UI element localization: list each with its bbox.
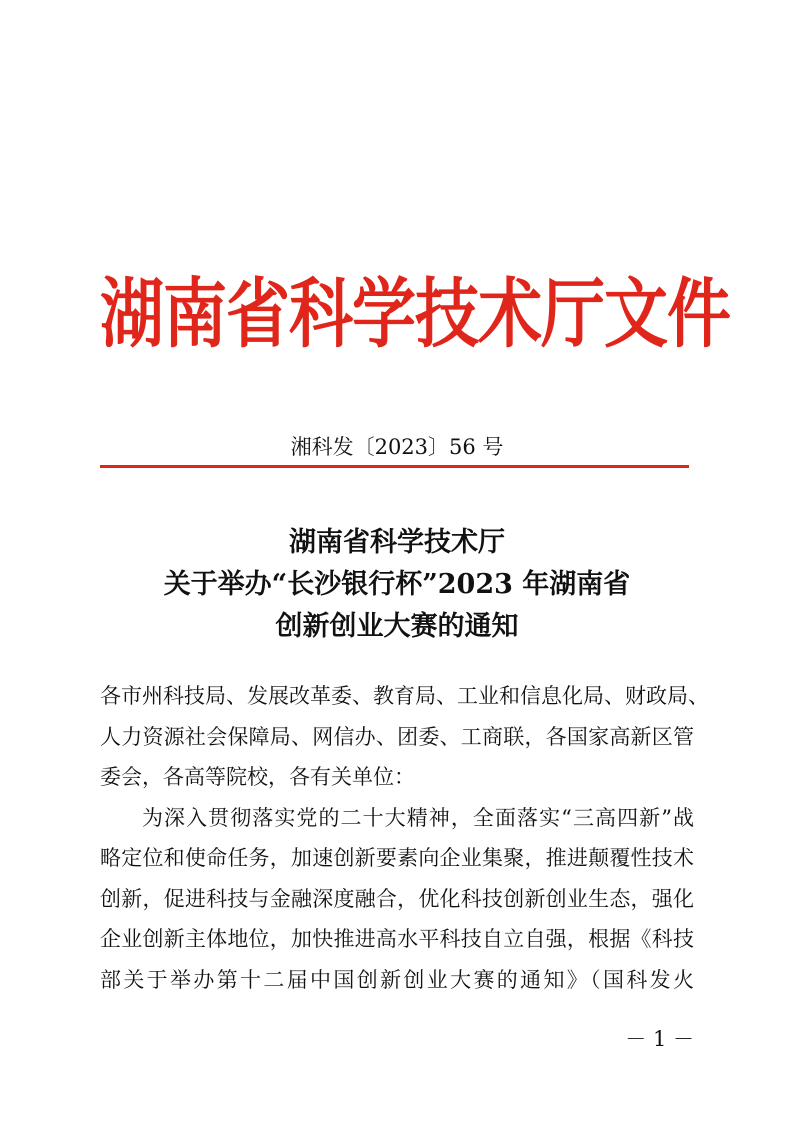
title-line-2: 关于举办“长沙银行杯”2023 年湖南省: [163, 569, 631, 600]
page-number: － 1 －: [625, 1027, 694, 1051]
red-divider-line: [100, 465, 689, 468]
title-line-3: 创新创业大赛的通知: [275, 611, 519, 642]
title-line-1: 湖南省科学技术厅: [289, 527, 505, 558]
paragraph-line-4: 企业创新主体地位，加快推进高水平科技自立自强，根据《科技: [100, 927, 694, 951]
paragraph-line-5: 部关于举办第十二届中国创新创业大赛的通知》（国科发火: [100, 967, 694, 992]
masthead-title: 湖南省科学技术厅文件: [100, 271, 730, 359]
salutation-line-3: 委会，各高等院校，各有关单位：: [100, 765, 415, 789]
paragraph-line-3: 创新，促进科技与金融深度融合，优化科技创新创业生态，强化: [100, 886, 694, 911]
paragraph-line-1: 为深入贯彻落实党的二十大精神，全面落实“三高四新”战: [142, 805, 694, 830]
document-number: 湘科发〔2023〕56 号: [290, 435, 504, 459]
notice-title: [100, 522, 694, 648]
salutation-line-1: 各市州科技局、发展改革委、教育局、工业和信息化局、财政局、: [100, 684, 709, 708]
salutation-line-2: 人力资源社会保障局、网信办、团委、工商联，各国家高新区管: [100, 724, 694, 749]
body-text: [100, 676, 709, 1000]
paragraph-line-2: 略定位和使命任务，加速创新要素向企业集聚，推进颠覆性技术: [100, 846, 694, 870]
